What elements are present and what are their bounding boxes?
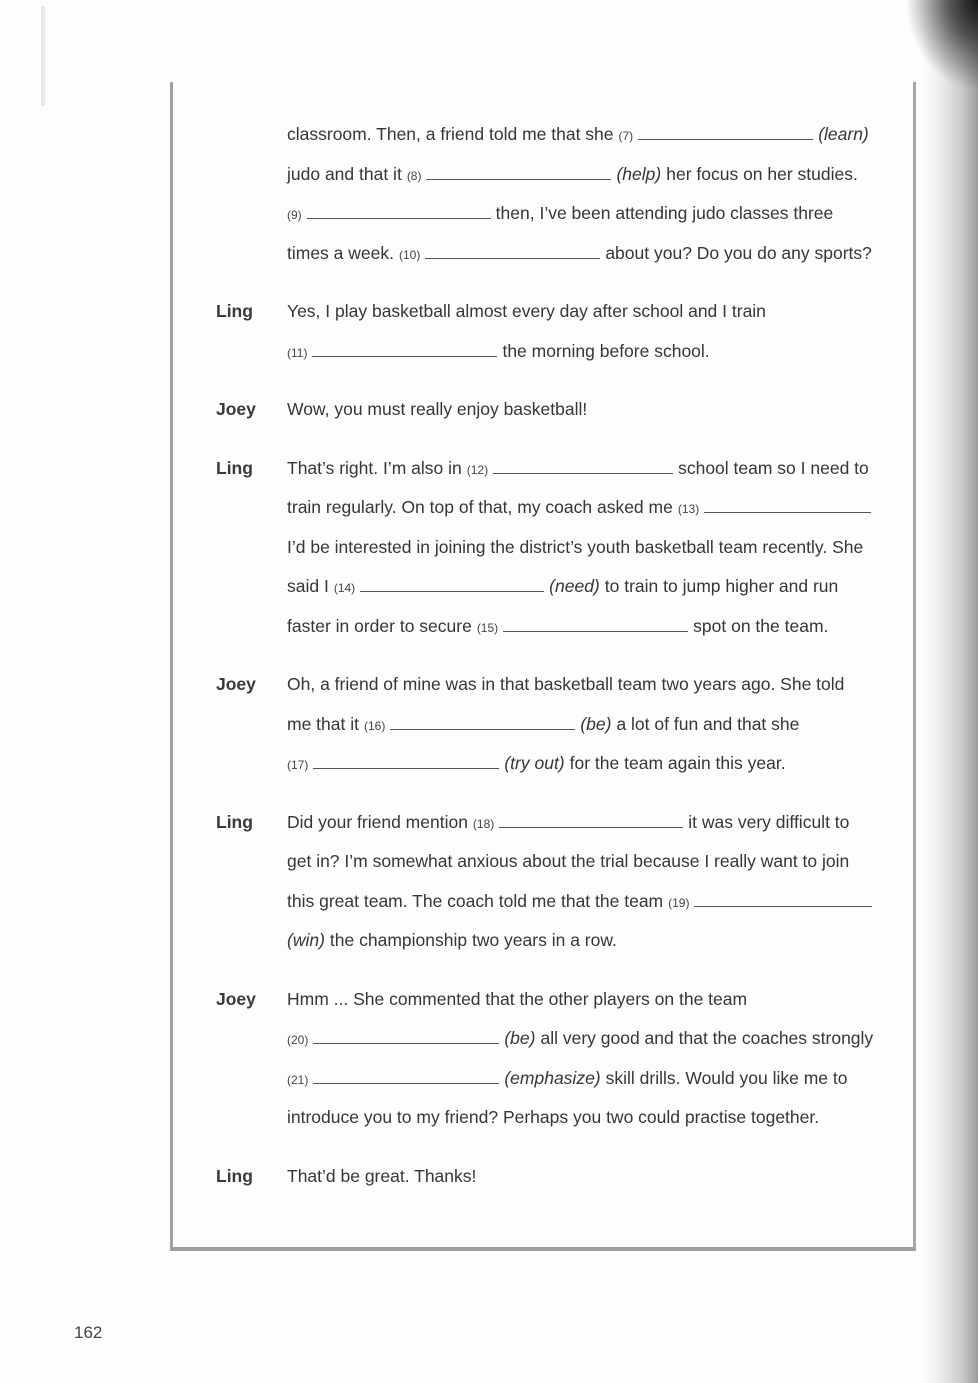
dialogue-line [287, 194, 896, 234]
dialogue-line [287, 234, 896, 274]
line-text: That’s right. I’m also in [287, 457, 462, 478]
page-number: 162 [74, 1323, 103, 1342]
line-text: faster in order to secure [287, 615, 472, 636]
blank-number: (18) [472, 816, 495, 831]
verb-hint: (help) [616, 163, 662, 184]
line-text: the morning before school. [502, 340, 710, 361]
speaker-name: Joey [216, 674, 256, 694]
line-text: this great team. The coach told me that the team [287, 890, 664, 911]
blank-number: (7) [618, 129, 634, 143]
speaker-name: Joey [216, 988, 256, 1009]
page-edge-shadow [922, 0, 978, 1383]
dialogue-line [287, 115, 896, 155]
turn-lines [287, 115, 896, 273]
answer-blank [694, 890, 872, 907]
dialogue-line [287, 332, 896, 372]
dialogue-line [287, 705, 896, 745]
answer-blank [360, 575, 544, 592]
dialogue-line [287, 528, 896, 568]
line-text: her focus on her studies. [666, 163, 858, 184]
answer-blank [313, 1067, 499, 1084]
blank-number: (13) [677, 502, 700, 516]
blank-number: (10) [398, 247, 421, 262]
dialogue [216, 115, 896, 1196]
line-text: judo and that it [287, 163, 402, 184]
dialogue-line [287, 1059, 896, 1099]
answer-blank [638, 123, 813, 140]
line-text: train regularly. On top of that, my coach asked me [287, 497, 673, 517]
line-text: That’d be great. Thanks! [287, 1165, 477, 1186]
verb-hint: (learn) [818, 124, 869, 144]
speaker-name: Ling [216, 301, 253, 321]
line-text: introduce you to my friend? Perhaps you two could practise together. [287, 1107, 820, 1127]
dialogue-line [287, 390, 896, 430]
dialogue-turn [216, 115, 896, 273]
blank-number: (9) [287, 208, 302, 222]
answer-blank [426, 163, 611, 180]
blank-number: (17) [287, 758, 309, 772]
dialogue-line [287, 488, 896, 528]
verb-hint: (win) [287, 930, 325, 950]
dialogue-line [287, 980, 896, 1020]
dialogue-turn [216, 449, 896, 647]
page-curl-shadow [898, 0, 978, 90]
answer-blank [425, 242, 600, 259]
line-text: Oh, a friend of mine was in that basketball team two years ago. She told [287, 674, 845, 694]
dialogue-line [287, 744, 896, 784]
blank-number: (8) [406, 168, 422, 183]
turn-lines [287, 292, 896, 371]
speaker-name: Joey [216, 399, 256, 419]
dialogue-line [287, 803, 896, 843]
answer-blank [499, 811, 683, 828]
speaker-name: Ling [216, 457, 253, 478]
bleed-through-mark [41, 6, 45, 106]
dialogue-turn [216, 1157, 896, 1197]
dialogue-line [287, 607, 896, 647]
dialogue-line [287, 665, 896, 705]
dialogue-line [287, 1157, 896, 1197]
line-text: for the team again this year. [569, 753, 786, 773]
speaker-name: Ling [216, 1165, 253, 1186]
answer-blank [704, 496, 871, 513]
line-text: classroom. Then, a friend told me that she [287, 124, 614, 144]
line-text: Did your friend mention [287, 811, 468, 832]
blank-number: (15) [476, 620, 499, 635]
blank-number: (16) [363, 718, 386, 733]
dialogue-turn [216, 803, 896, 961]
answer-blank [503, 615, 688, 632]
speaker-name: Ling [216, 811, 253, 832]
verb-hint: (try out) [504, 753, 565, 773]
answer-blank [313, 1027, 499, 1044]
dialogue-turn [216, 665, 896, 784]
dialogue-line [287, 1098, 896, 1138]
line-text: then, I’ve been attending judo classes three [495, 203, 834, 223]
line-text: spot on the team. [693, 615, 829, 636]
answer-blank [312, 340, 497, 357]
dialogue-line [287, 449, 896, 489]
line-text: Wow, you must really enjoy basketball! [287, 399, 588, 419]
blank-number: (20) [287, 1033, 309, 1047]
line-text: the championship two years in a row. [329, 930, 617, 950]
turn-lines [287, 803, 896, 961]
verb-hint: (need) [549, 576, 600, 596]
verb-hint: (be) [580, 713, 612, 734]
speaker-spacer [216, 115, 287, 155]
dialogue-line [287, 567, 896, 607]
line-text: all very good and that the coaches strongly [540, 1028, 874, 1048]
verb-hint: (emphasize) [504, 1067, 601, 1088]
turn-lines [287, 390, 896, 430]
answer-blank [307, 202, 491, 219]
line-text: school team so I need to [678, 457, 869, 478]
line-text: Yes, I play basketball almost every day after school and I train [287, 301, 766, 321]
turn-lines [287, 449, 896, 647]
blank-number: (21) [287, 1072, 309, 1087]
line-text: said I [287, 576, 329, 596]
line-text: to train to jump higher and run [604, 576, 839, 596]
line-text: a lot of fun and that she [616, 713, 800, 734]
answer-blank [493, 457, 673, 474]
dialogue-turn [216, 390, 896, 430]
answer-blank [390, 713, 575, 730]
dialogue-line [287, 155, 896, 195]
line-text: times a week. [287, 242, 394, 263]
dialogue-line [287, 882, 896, 922]
turn-lines [287, 665, 896, 784]
turn-lines [287, 1157, 896, 1197]
line-text: it was very difficult to [688, 811, 850, 832]
line-text: Hmm ... She commented that the other players on the team [287, 988, 748, 1009]
blank-number: (11) [287, 345, 308, 360]
dialogue-line [287, 292, 896, 332]
dialogue-line [287, 921, 896, 961]
dialogue-line [287, 1019, 896, 1059]
turn-lines [287, 980, 896, 1138]
line-text: about you? Do you do any sports? [605, 242, 872, 263]
blank-number: (19) [668, 895, 690, 910]
answer-blank [313, 752, 499, 769]
dialogue-turn [216, 980, 896, 1138]
verb-hint: (be) [504, 1028, 536, 1048]
blank-number: (12) [466, 462, 489, 477]
line-text: me that it [287, 713, 359, 734]
dialogue-turn [216, 292, 896, 371]
dialogue-line [287, 842, 896, 882]
line-text: get in? I’m somewhat anxious about the trial because I really want to join [287, 851, 850, 871]
line-text: I’d be interested in joining the district’s youth basketball team recently. She [287, 536, 864, 557]
blank-number: (14) [333, 581, 356, 595]
line-text: skill drills. Would you like me to [605, 1067, 848, 1088]
